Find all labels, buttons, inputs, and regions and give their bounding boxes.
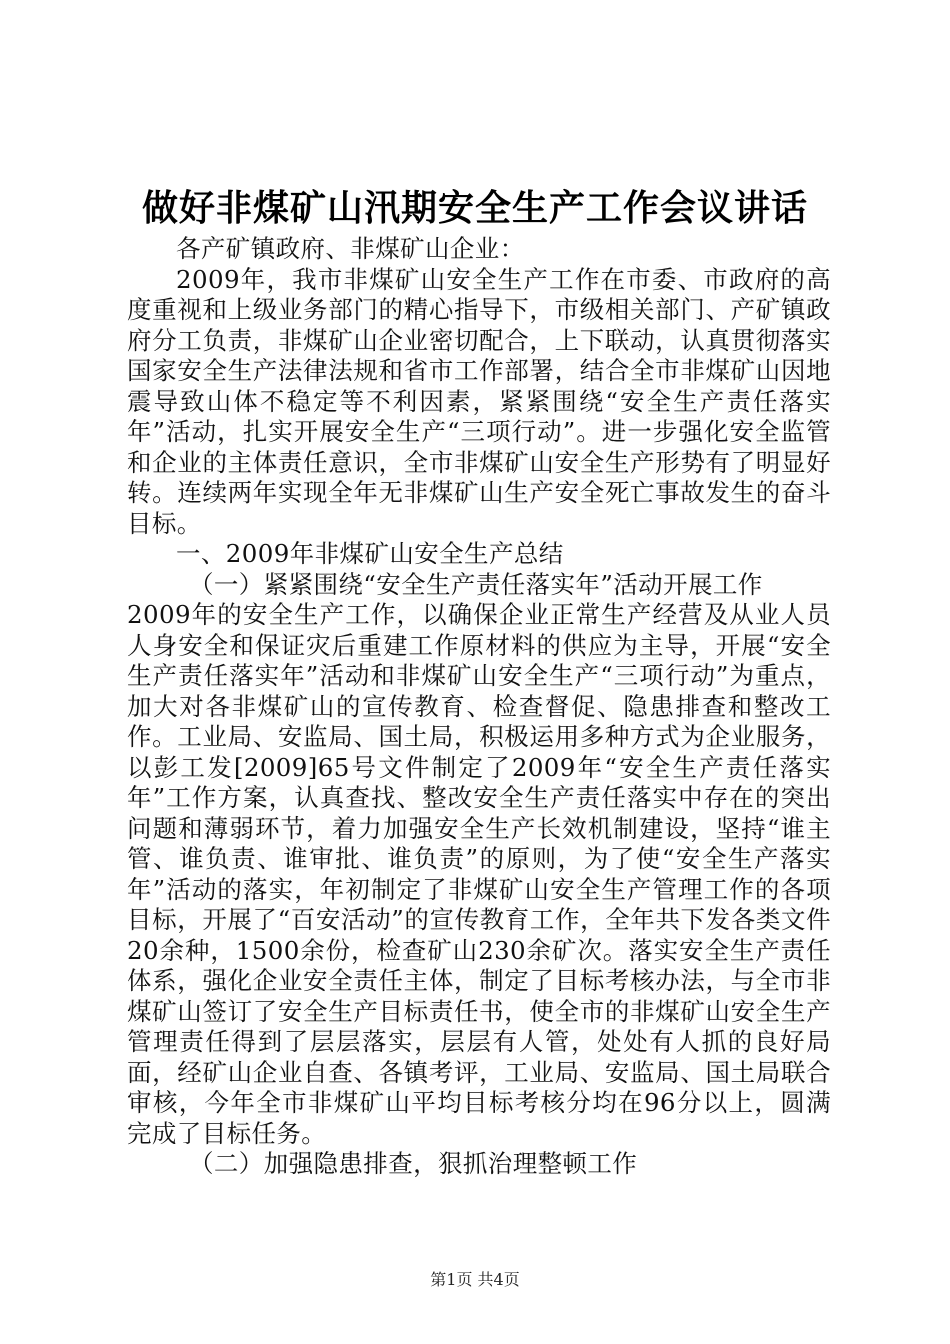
subsection-heading-2: （二）加强隐患排查，狠抓治理整顿工作 xyxy=(189,1149,638,1178)
intro-paragraph: 2009年，我市非煤矿山安全生产工作在市委、市政府的高度重视和上级业务部门的精心指导下，市级相关部门、产矿镇政府分工负责，非煤矿山企业密切配合，上下联动，认真贯彻落实国家安全生产法律法规和省市工作部署，结合全市非煤矿山因地震导致山体不稳定等不利因素，紧紧围绕“安全生产责任落实年”活动，扎实开展安全生产“三项行动”。进一步强化安全监管和企业的主体责任意识，全市非煤矿山安全生产形势有了明显好转。连续两年实现全年无非煤矿山生产安全死亡事故发生的奋斗目标。 xyxy=(127,264,831,538)
page-number-footer: 第1页 共4页 xyxy=(430,1270,520,1289)
salutation-paragraph: 各产矿镇政府、非煤矿山企业： xyxy=(176,234,525,263)
subsection-heading-1: （一）紧紧围绕“安全生产责任落实年”活动开展工作 xyxy=(189,569,763,599)
section-heading-1: 一、2009年非煤矿山安全生产总结 xyxy=(176,539,564,568)
document-title: 做好非煤矿山汛期安全生产工作会议讲话 xyxy=(141,188,808,229)
subsection-1-paragraph: 2009年的安全生产工作，以确保企业正常生产经营及从业人员人身安全和保证灾后重建工作原材料的供应为主导，开展“安全生产责任落实年”活动和非煤矿山安全生产“三项行动”为重点，加大对各非煤矿山的宣传教育、检查督促、隐患排查和整改工作。工业局、安监局、国土局，积极运用多种方式为企业服务，以彭工发[2009]65号文件制定了2009年“安全生产责任落实年”工作方案，认真查找、整改安全生产责任落实中存在的突出问题和薄弱环节，着力加强安全生产长效机制建设，坚持“谁主管、谁负责、谁审批、谁负责”的原则，为了使“安全生产落实年”活动的落实，年初制定了非煤矿山安全生产管理工作的各项目标，开展了“百安活动”的宣传教育工作，全年共下发各类文件20余种，1500余份，检查矿山230余矿次。落实安全生产责任体系，强化企业安全责任主体，制定了目标考核办法，与全市非煤矿山签订了安全生产目标责任书，使全市的非煤矿山安全生产管理责任得到了层层落实，层层有人管，处处有人抓的良好局面，经矿山企业自查、各镇考评，工业局、安监局、国土局联合审核，今年全市非煤矿山平均目标考核分均在96分以上，圆满完成了目标任务。 xyxy=(127,600,831,1148)
document-body xyxy=(127,234,831,1180)
